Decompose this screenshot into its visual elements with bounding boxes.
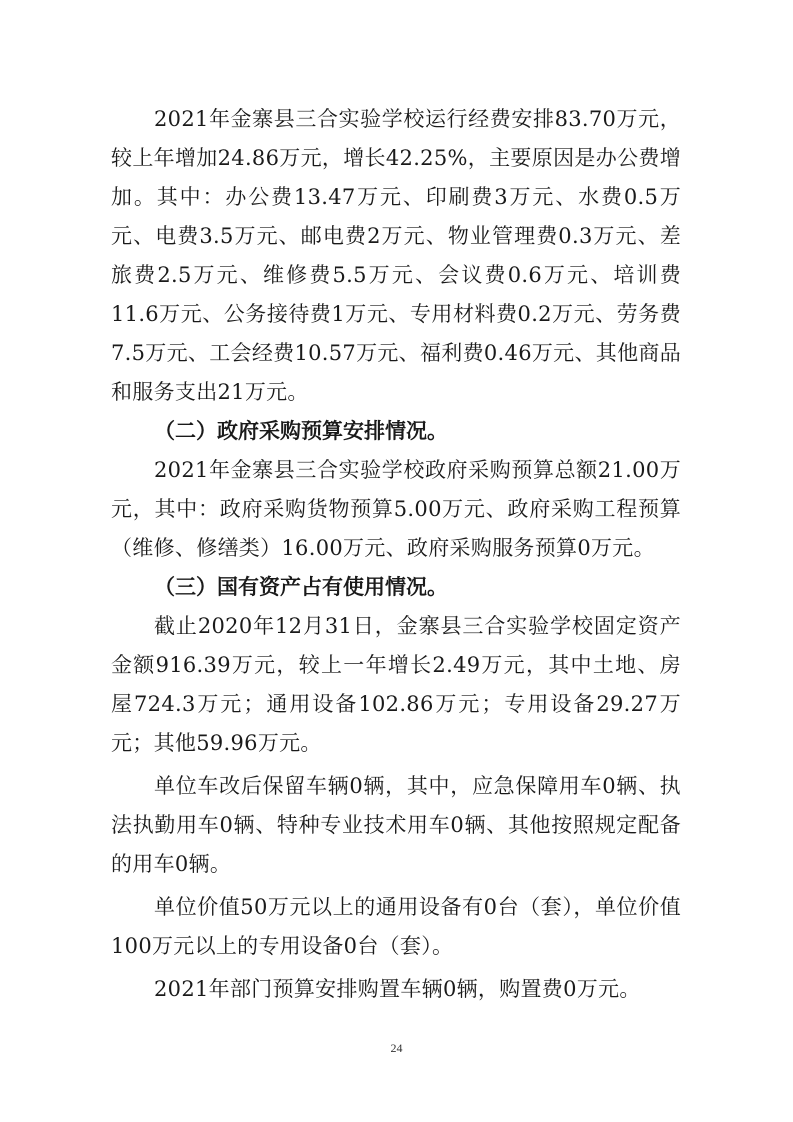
paragraph-equipment: 单位价值50万元以上的通用设备有0台（套），单位价值100万元以上的专用设备0台（套）。 (111, 895, 681, 958)
paragraph-government-procurement: 2021年金寨县三合实验学校政府采购预算总额21.00万元，其中：政府采购货物预算5.00万元、政府采购工程预算（维修、修缮类）16.00万元、政府采购服务预算0万元。 (111, 458, 681, 560)
paragraph-fixed-assets: 截止2020年12月31日，金寨县三合实验学校固定资产金额916.39万元，较上一年增长2.49万元，其中土地、房屋724.3万元；通用设备102.86万元；专用设备29.27万元；其他59.96万元。 (111, 614, 681, 755)
section-heading-government-procurement: （二）政府采购预算安排情况。 (154, 419, 448, 443)
page-number: 24 (390, 1041, 403, 1055)
paragraph-vehicle-purchase: 2021年部门预算安排购置车辆0辆，购置费0万元。 (154, 977, 641, 1001)
document-body (111, 100, 681, 1009)
paragraph-operating-expenses: 2021年金寨县三合实验学校运行经费安排83.70万元，较上年增加24.86万元，增长42.25%，主要原因是办公费增加。其中：办公费13.47万元、印刷费3万元、水费0.5万元、电费3.5万元、邮电费2万元、物业管理费0.3万元、差旅费2.5万元、维修费5.5万元、会议费0.6万元、培训费11.6万元、公务接待费1万元、专用材料费0.2万元、劳务费7.5万元、工会经费10.57万元、福利费0.46万元、其他商品和服务支出21万元。 (111, 107, 681, 404)
section-heading-state-assets: （三）国有资产占有使用情况。 (154, 575, 448, 599)
paragraph-vehicles: 单位车改后保留车辆0辆，其中，应急保障用车0辆、执法执勤用车0辆、特种专业技术用车0辆、其他按照规定配备的用车0辆。 (111, 774, 681, 876)
